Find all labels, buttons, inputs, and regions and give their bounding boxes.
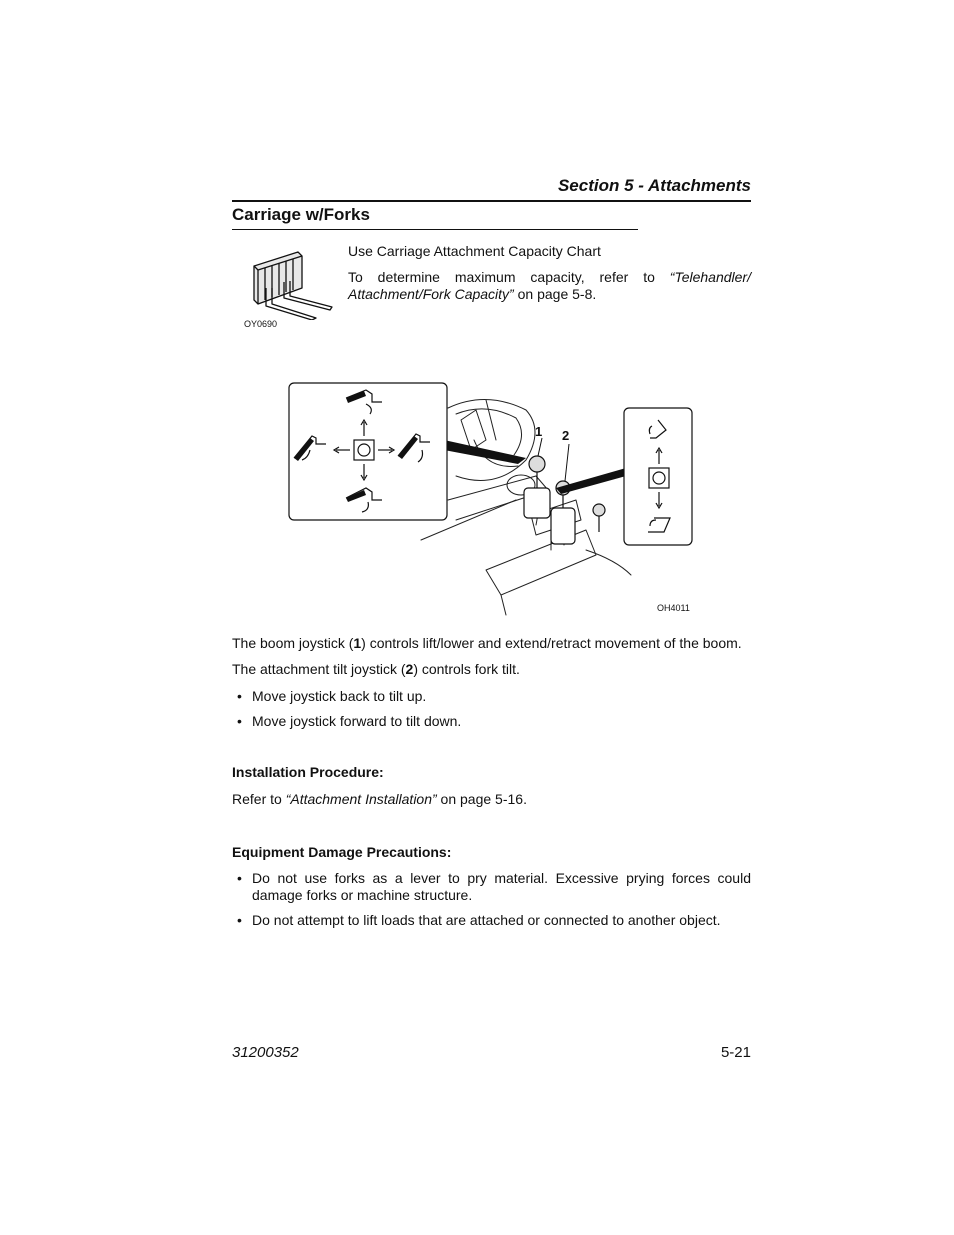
page-number: 5-21 (720, 1044, 751, 1061)
callout-1: 1 (535, 424, 543, 439)
capacity-reference-link: “Telehandler/ Attachment/Fork Capacity” (348, 269, 751, 302)
callout-2: 2 (562, 428, 570, 443)
p1-prefix: The boom joystick ( (232, 635, 354, 651)
list-item-text: Move joystick forward to tilt down. (252, 713, 462, 729)
list-item-text: Do not attempt to lift loads that are attached or connected to another object. (252, 912, 721, 928)
p2-suffix: ) controls fork tilt. (413, 661, 520, 677)
bullet-marker: • (237, 912, 242, 928)
tilt-joystick-paragraph (232, 661, 520, 678)
section-title: Section 5 - Attachments (557, 176, 751, 195)
intro-line2 (348, 269, 751, 303)
intro-line2-suffix: on page 5-8. (513, 286, 597, 302)
installation-text (232, 791, 527, 808)
list-item-text: Move joystick back to tilt up. (252, 688, 427, 704)
installation-suffix: on page 5-16. (436, 791, 527, 807)
figure-code-joystick: OH4011 (657, 603, 690, 613)
title-rule (232, 229, 638, 230)
boom-joystick-paragraph (232, 635, 742, 652)
joystick-figure (286, 380, 698, 620)
list-item (237, 912, 751, 929)
installation-heading: Installation Procedure: (232, 764, 384, 780)
installation-prefix: Refer to (232, 791, 286, 807)
p1-bold: 1 (353, 635, 362, 651)
intro-line2-prefix: To determine maximum capacity, refer to (348, 269, 670, 285)
carriage-forks-illustration (240, 248, 335, 320)
header-rule (232, 200, 751, 202)
list-item (237, 713, 462, 730)
bullet-marker: • (237, 713, 242, 729)
list-item (237, 688, 427, 705)
bullet-marker: • (237, 688, 242, 704)
p2-prefix: The attachment tilt joystick ( (232, 661, 406, 677)
page-title: Carriage w/Forks (232, 205, 370, 224)
intro-line1: Use Carriage Attachment Capacity Chart (348, 243, 601, 259)
attachment-installation-link: “Attachment Installation” (285, 791, 437, 807)
p2-bold: 2 (405, 661, 414, 677)
p1-suffix: ) controls lift/lower and extend/retract movement of the boom. (361, 635, 742, 651)
figure-code-carriage: OY0690 (244, 319, 278, 329)
list-item-text: Do not use forks as a lever to pry material. Excessive prying forces could damage forks or machine structure. (252, 870, 751, 903)
document-number: 31200352 (232, 1044, 299, 1061)
precautions-heading: Equipment Damage Precautions: (232, 844, 452, 860)
bullet-marker: • (237, 870, 242, 886)
list-item (237, 870, 751, 904)
